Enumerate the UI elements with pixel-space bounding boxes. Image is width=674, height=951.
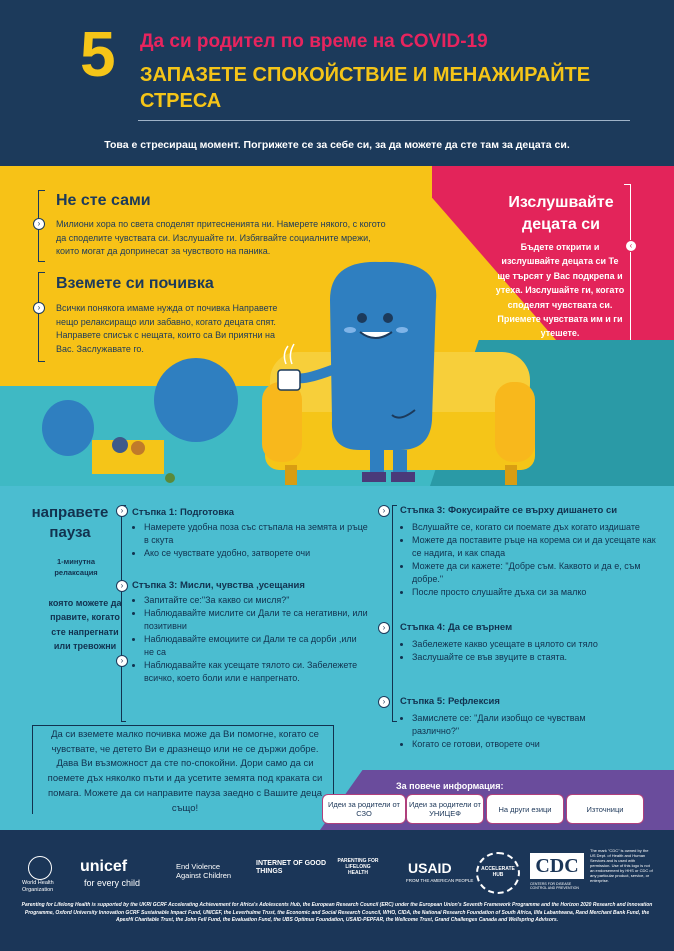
step-3-item: • Можете да поставите ръце на корема си и да усещате как се надига, и как спада [412,534,666,560]
step-3-item: • Можете да си кажете: "Добре съм. Каквото и да е, съм добре." [412,560,666,586]
chevron-right-icon: › [116,505,128,517]
sources-button[interactable]: Източници [566,794,644,824]
other-languages-button[interactable]: На други езици [486,794,564,824]
alone-heading: Не сте сами [56,192,151,209]
cdc-logo-subtitle: CENTERS FOR DISEASE CONTROL AND PREVENTION [530,882,579,891]
step-3-item: • После просто слушайте дъха си за малко [412,586,666,599]
step-1-item: • Ако се чувствате удобно, затворете очи [144,547,368,560]
cdc-note: The mark "CDC" is owned by the US Dept. of Health and Human Services and is used with permission. Use of this logo is not an endorsement by HHS or CDC of any particular product, service, or enterprise. [590,848,653,883]
step-5-item: • Когато се готови, отворете очи [412,738,600,751]
step-4-item: • Забележете какво усещате в цялото си тяло [412,638,600,651]
step-2-title: Стъпка 3: Мисли, чувства ,усещания [132,580,305,591]
end-violence-logo: End Violence Against Children [176,862,232,880]
usaid-logo: USAID [408,860,452,876]
unicef-tagline: for every child [84,878,141,888]
page-title: ЗАПАЗЕТЕ СПОКОЙСТВИЕ И МЕНАЖИРАЙТЕ СТРЕСА [140,64,591,112]
step-2-item: • Наблюдавайте мислите си Дали те са негативни, или позитивни [144,607,368,633]
accelerate-hub-logo: ACCELERATE HUB [481,866,515,878]
listen-heading: Изслушвайте децата си [508,194,614,234]
internet-good-things-logo: INTERNET OF GOOD THINGS [256,860,326,876]
step-2-item: • Запитайте се:"За какво си мисля?" [144,594,368,607]
step-3-title: Стъпка 3: Фокусирайте се върху дишането си [400,505,618,516]
chevron-right-icon: › [116,655,128,667]
closing-text: Да си вземете малко почивка може да Ви помогне, когато се чувствате, че детето Ви е дразнещо или не се държи добре. Дава Ви възможност да сте по-спокойни. Дори само да си поемете дъх няколко пъти и да усетите земята под краката си помага. Можете да си направите пауза заедно с Вашите деца също! [47,729,323,814]
pause-text: която можете да правите, когато сте напрегнати или тревожни [48,598,122,652]
step-4-title: Стъпка 4: Да се върнем [400,622,513,633]
step-1-item: • Намерете удобна поза със стъпала на земята и ръце в скута [144,521,368,547]
step-2 [132,580,368,685]
step-2-item: • Наблюдавайте как усещате тялото си. Забележете всичко, което боли или е напрегнато. [144,659,368,685]
chevron-right-icon: › [378,696,390,708]
steps-bracket-right [392,505,397,722]
listen-text: Бъдете открити и изслушвайте децата си Те ще търсят у Вас подкрепа и утеха. Изслушайте ги, когато споделят чувствата си. Приемете чувствата им и ги утешете. [495,242,625,339]
usaid-tagline: FROM THE AMERICAN PEOPLE [406,878,474,883]
step-1 [132,507,368,560]
page-subtitle: Това е стресиращ момент. Погрижете се за себе си, за да можете да сте там за децата си. [104,139,570,151]
pause-heading: направете пауза [31,504,109,542]
step-5-item: • Замислете се: "Дали изобщо се чувствам различно?" [412,712,600,738]
step-4-item: • Заслушайте се във звуците в стаята. [412,651,600,664]
cdc-logo: CDC [530,853,584,879]
pause-sub: 1-минутна релаксация [54,557,98,578]
closing-frame [32,725,334,814]
step-1-title: Стъпка 1: Подготовка [132,507,235,518]
break-text: Всички понякога имаме нужда от почивка Направете нещо релаксиращо или забавно, когато децата спят. Направете списък с нещата, които са Ви приятни на Вас. Заслужавате го. [56,303,278,354]
unicef-ideas-button[interactable]: Идеи за родители от УНИЦЕФ [406,794,484,824]
footer-credits: Parenting for Lifelong Health is supported by the UKRI GCRF Accelerating Achievement for Africa's Adolescents Hub, the European Research Council (ERC) under the European Union's Seventh Framework Programme and the Horizon 2020 Research and Innovation Programme, Oxford University Innovation GCRF Sustainable Impact Fund, UNICEF, the Leverhulme Trust, the Economic and Social Research Council, WHO, CIDA, the National Research Foundation of South Africa, Ilifa Labantwana, Rand Merchant Bank Fund, the ApexHi Charitable Trust, the John Fell Fund, the Evaluation Fund, the UBS Optimus Foundation, USAID-PEPFAR, the Wellcome Trust, Grand Challenges Canada and Wellspring Advisors. [21,902,653,923]
who-logo-text: World Health Organization [22,880,54,893]
supertitle: Да си родител по време на COVID-19 [140,31,488,52]
step-3 [400,505,666,599]
chevron-right-icon: › [33,302,45,314]
step-4 [400,622,600,664]
who-logo-icon [28,856,52,880]
chevron-left-icon: ‹ [625,240,637,252]
step-3-item: • Вслушайте се, когато си поемате дъх когато издишате [412,521,666,534]
chevron-right-icon: › [116,580,128,592]
break-heading: Вземете си почивка [56,275,214,292]
step-5-title: Стъпка 5: Рефлексия [400,696,500,707]
header-divider [138,120,630,121]
illustration [0,240,674,490]
more-info-label: За повече информация: [396,781,504,791]
steps-bracket-left [121,505,126,722]
chevron-right-icon: › [33,218,45,230]
tip-number: 5 [80,18,116,90]
who-ideas-button[interactable]: Идеи за родители от СЗО [322,794,406,824]
step-2-item: • Наблюдавайте емоциите си Дали те са дорби ,или не са [144,633,368,659]
step-5 [400,696,600,751]
alone-text: Милиони хора по света споделят притесненията ни. Намерете някого, с когото да споделите чувствата си. Изслушайте ги. Избягвайте социалните мрежи, които могат да допринесат за чувството на паника. [56,219,386,256]
plh-logo: PARENTING FOR LIFELONG HEALTH [337,858,379,876]
unicef-logo: unicef [80,858,128,875]
chevron-right-icon: › [378,622,390,634]
children-illustration [42,358,238,483]
chevron-right-icon: › [378,505,390,517]
footer [0,830,674,951]
